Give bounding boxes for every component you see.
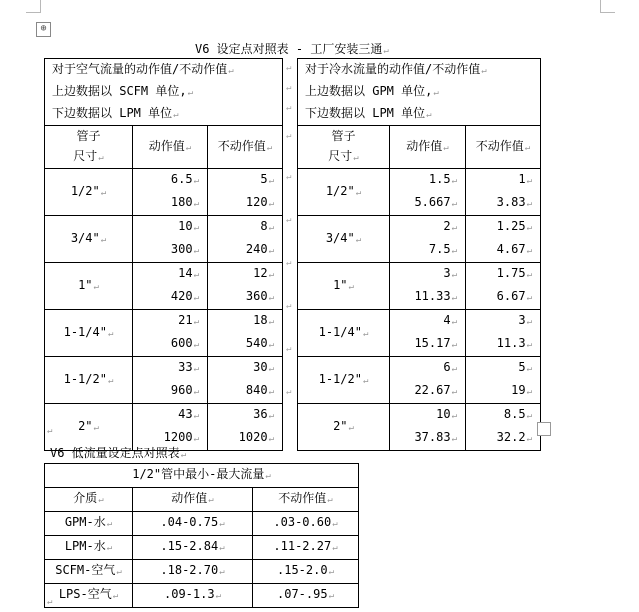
paragraph-mark-icon: ↵ bbox=[451, 176, 457, 186]
pipe-size-cell: 3/4"↵ bbox=[298, 216, 390, 263]
pipe-size-cell: 1/2"↵ bbox=[45, 169, 133, 216]
paragraph-mark-icon: ↵ bbox=[219, 519, 225, 529]
noaction-value-cell bbox=[466, 216, 541, 263]
cell-value: 22.67↵ bbox=[414, 383, 457, 397]
paragraph-mark-icon: ↵ bbox=[383, 46, 389, 56]
action-value-cell bbox=[390, 169, 466, 216]
paragraph-mark-icon: ↵ bbox=[451, 317, 457, 327]
water-flow-table bbox=[297, 58, 541, 451]
cell-value: 1.5↵ bbox=[428, 172, 457, 186]
cell-value: 1200↵ bbox=[163, 430, 199, 444]
water-col-size: 管子 尺寸↵ bbox=[298, 126, 390, 169]
cell-value: 15.17↵ bbox=[414, 336, 457, 350]
cell-value: 7.5↵ bbox=[428, 242, 457, 256]
low-no-cell: .11-2.27↵ bbox=[253, 536, 359, 560]
paragraph-mark-icon: ↵ bbox=[106, 519, 113, 529]
low-act-cell: .09-1.3↵ bbox=[133, 584, 253, 608]
cell-value: 6.67↵ bbox=[496, 289, 532, 303]
row-end-mark-icon: ↵ bbox=[286, 131, 292, 141]
paragraph-mark-icon: ↵ bbox=[451, 246, 457, 256]
table-row bbox=[45, 216, 283, 263]
cell-value: 540↵ bbox=[245, 336, 274, 350]
water-col-noaction: 不动作值↵ bbox=[466, 126, 541, 169]
cell-value: 19↵ bbox=[511, 383, 532, 397]
cell-value: 960↵ bbox=[170, 383, 199, 397]
cell-value: 1.25↵ bbox=[496, 219, 532, 233]
cell-value: 11.3↵ bbox=[496, 336, 532, 350]
paragraph-mark-icon: ↵ bbox=[328, 591, 334, 601]
noaction-value-cell bbox=[466, 169, 541, 216]
paragraph-mark-icon: ↵ bbox=[193, 411, 199, 421]
paragraph-mark-icon: ↵ bbox=[112, 591, 119, 601]
paragraph-mark-icon: ↵ bbox=[362, 376, 369, 386]
table-resize-handle[interactable] bbox=[537, 422, 551, 436]
pipe-size-cell: 1-1/2"↵ bbox=[45, 357, 133, 404]
row-end-mark-icon: ↵ bbox=[286, 103, 292, 113]
low-medium-cell: SCFM-空气↵ bbox=[45, 560, 133, 584]
paragraph-mark-icon: ↵ bbox=[526, 387, 532, 397]
low-act-cell: .15-2.84↵ bbox=[133, 536, 253, 560]
cell-value: 180↵ bbox=[170, 195, 199, 209]
row-end-mark-icon: ↵ bbox=[286, 258, 292, 268]
low-no-cell: .07-.95↵ bbox=[253, 584, 359, 608]
margin-corner-top-left bbox=[26, 0, 41, 13]
air-col-size: 管子 尺寸↵ bbox=[45, 126, 133, 169]
paragraph-mark-icon: ↵ bbox=[526, 293, 532, 303]
paragraph-mark-icon: ↵ bbox=[268, 411, 274, 421]
cell-value: 1.75↵ bbox=[496, 266, 532, 280]
action-value-cell bbox=[133, 216, 208, 263]
cell-value: 36↵ bbox=[253, 407, 274, 421]
action-value-cell bbox=[133, 263, 208, 310]
paragraph-mark-icon: ↵ bbox=[268, 293, 274, 303]
table-row bbox=[298, 263, 541, 310]
action-value-cell bbox=[390, 404, 466, 451]
noaction-value-cell bbox=[466, 310, 541, 357]
noaction-value-cell bbox=[466, 404, 541, 451]
table-row bbox=[45, 584, 359, 608]
low-flow-title: V6 低流量设定点对照表↵ bbox=[50, 446, 187, 460]
paragraph-mark-icon: ↵ bbox=[268, 176, 274, 186]
paragraph-mark-icon: ↵ bbox=[348, 282, 354, 292]
low-flow-subtitle: 1/2"管中最小-最大流量↵ bbox=[45, 464, 359, 488]
pipe-size-cell: 3/4"↵ bbox=[45, 216, 133, 263]
paragraph-mark-icon: ↵ bbox=[451, 293, 457, 303]
cell-value: 1020↵ bbox=[238, 430, 274, 444]
low-no-cell: .15-2.0↵ bbox=[253, 560, 359, 584]
paragraph-mark-icon: ↵ bbox=[526, 411, 532, 421]
cell-value: 2↵ bbox=[443, 219, 457, 233]
noaction-value-cell bbox=[466, 263, 541, 310]
paragraph-mark-icon: ↵ bbox=[348, 423, 354, 433]
table-anchor-icon[interactable]: ⊕ bbox=[36, 22, 51, 37]
cell-value: 12↵ bbox=[253, 266, 274, 280]
row-end-mark-icon: ↵ bbox=[286, 215, 292, 225]
cell-value: 8.5↵ bbox=[503, 407, 532, 421]
paragraph-mark-icon: ↵ bbox=[193, 293, 199, 303]
cell-value: 6.5↵ bbox=[170, 172, 199, 186]
pipe-size-cell: 1-1/4"↵ bbox=[45, 310, 133, 357]
table-row bbox=[298, 310, 541, 357]
cell-value: 360↵ bbox=[245, 289, 274, 303]
cell-value: 10↵ bbox=[178, 219, 199, 233]
action-value-cell bbox=[133, 357, 208, 404]
low-col-action: 动作值↵ bbox=[133, 488, 253, 512]
paragraph-mark-icon: ↵ bbox=[106, 543, 113, 553]
paragraph-mark-icon: ↵ bbox=[107, 376, 114, 386]
cell-value: 120↵ bbox=[245, 195, 274, 209]
pipe-size-cell: 1-1/2"↵ bbox=[298, 357, 390, 404]
cell-value: 3↵ bbox=[443, 266, 457, 280]
table-row bbox=[45, 536, 359, 560]
paragraph-mark-icon: ↵ bbox=[526, 270, 532, 280]
low-act-cell: .04-0.75↵ bbox=[133, 512, 253, 536]
pipe-size-cell: 1"↵ bbox=[45, 263, 133, 310]
cell-value: 1↵ bbox=[518, 172, 532, 186]
action-value-cell bbox=[390, 357, 466, 404]
cell-value: 5↵ bbox=[518, 360, 532, 374]
paragraph-mark-icon: ↵ bbox=[268, 364, 274, 374]
paragraph-mark-icon: ↵ bbox=[526, 317, 532, 327]
cell-value: 840↵ bbox=[245, 383, 274, 397]
page-title: V6 设定点对照表 - 工厂安装三通↵ bbox=[195, 42, 389, 56]
row-end-mark-icon: ↵ bbox=[286, 344, 292, 354]
paragraph-mark-icon: ↵ bbox=[116, 567, 122, 577]
table-row bbox=[45, 512, 359, 536]
cell-value: 37.83↵ bbox=[414, 430, 457, 444]
paragraph-mark-icon: ↵ bbox=[526, 364, 532, 374]
air-header-line: 上边数据以 SCFM 单位,↵ bbox=[52, 84, 193, 98]
paragraph-mark-icon: ↵ bbox=[451, 340, 457, 350]
table-row bbox=[298, 169, 541, 216]
paragraph-mark-icon: ↵ bbox=[526, 199, 532, 209]
paragraph-mark-icon: ↵ bbox=[219, 567, 225, 577]
air-table-header bbox=[45, 59, 283, 126]
table-row bbox=[298, 404, 541, 451]
cell-value: 10↵ bbox=[436, 407, 457, 421]
noaction-value-cell bbox=[208, 310, 283, 357]
paragraph-mark-icon: ↵ bbox=[100, 188, 107, 198]
paragraph-mark-icon: ↵ bbox=[332, 543, 338, 553]
paragraph-mark-icon: ↵ bbox=[268, 340, 274, 350]
paragraph-mark-icon: ↵ bbox=[107, 329, 114, 339]
air-col-noaction: 不动作值↵ bbox=[208, 126, 283, 169]
table-row bbox=[45, 357, 283, 404]
paragraph-mark-icon: ↵ bbox=[526, 176, 532, 186]
paragraph-mark-icon: ↵ bbox=[451, 270, 457, 280]
row-end-mark-icon: ↵ bbox=[286, 172, 292, 182]
pipe-size-cell: 1"↵ bbox=[298, 263, 390, 310]
paragraph-mark-icon: ↵ bbox=[193, 387, 199, 397]
cell-value: 3↵ bbox=[518, 313, 532, 327]
action-value-cell bbox=[390, 263, 466, 310]
paragraph-mark-icon: ↵ bbox=[355, 188, 362, 198]
low-no-cell: .03-0.60↵ bbox=[253, 512, 359, 536]
paragraph-mark-icon: ↵ bbox=[362, 329, 369, 339]
paragraph-mark-icon: ↵ bbox=[268, 246, 274, 256]
low-flow-table bbox=[44, 463, 359, 608]
cell-value: 5.667↵ bbox=[414, 195, 457, 209]
paragraph-mark-icon: ↵ bbox=[193, 176, 199, 186]
cell-value: 600↵ bbox=[170, 336, 199, 350]
cell-value: 240↵ bbox=[245, 242, 274, 256]
action-value-cell bbox=[390, 310, 466, 357]
cell-value: 14↵ bbox=[178, 266, 199, 280]
paragraph-mark-icon: ↵ bbox=[193, 340, 199, 350]
water-table-header bbox=[298, 59, 541, 126]
paragraph-mark-icon: ↵ bbox=[219, 543, 225, 553]
row-end-mark-icon: ↵ bbox=[286, 301, 292, 311]
paragraph-mark-icon: ↵ bbox=[268, 387, 274, 397]
paragraph-mark-icon: ↵ bbox=[268, 223, 274, 233]
water-header-line: 下边数据以 LPM 单位↵ bbox=[305, 106, 432, 120]
cell-value: 11.33↵ bbox=[414, 289, 457, 303]
table-row bbox=[298, 357, 541, 404]
paragraph-mark-icon: ↵ bbox=[93, 423, 99, 433]
cell-value: 4.67↵ bbox=[496, 242, 532, 256]
cell-value: 18↵ bbox=[253, 313, 274, 327]
paragraph-mark-icon: ↵ bbox=[332, 519, 338, 529]
cell-value: 6↵ bbox=[443, 360, 457, 374]
paragraph-mark-icon: ↵ bbox=[526, 223, 532, 233]
paragraph-mark-icon: ↵ bbox=[215, 591, 221, 601]
noaction-value-cell bbox=[208, 263, 283, 310]
paragraph-mark-icon: ↵ bbox=[268, 270, 274, 280]
paragraph-mark-icon: ↵ bbox=[193, 364, 199, 374]
paragraph-mark-icon: ↵ bbox=[193, 223, 199, 233]
row-end-mark-icon: ↵ bbox=[286, 387, 292, 397]
paragraph-mark-icon: ↵ bbox=[328, 567, 334, 577]
table-row bbox=[45, 263, 283, 310]
paragraph-mark-icon: ↵ bbox=[355, 235, 362, 245]
paragraph-mark-icon: ↵ bbox=[451, 223, 457, 233]
paragraph-mark-icon: ↵ bbox=[193, 246, 199, 256]
table-row bbox=[45, 310, 283, 357]
paragraph-mark-icon: ↵ bbox=[526, 434, 532, 444]
low-act-cell: .18-2.70↵ bbox=[133, 560, 253, 584]
air-col-action: 动作值↵ bbox=[133, 126, 208, 169]
pipe-size-cell: 1/2"↵ bbox=[298, 169, 390, 216]
pipe-size-cell: 2"↵ bbox=[45, 404, 133, 451]
row-end-mark-icon: ↵ bbox=[286, 63, 292, 73]
paragraph-mark-icon: ↵ bbox=[93, 282, 99, 292]
water-header-line: 对于冷水流量的动作值/不动作值↵ bbox=[305, 62, 487, 76]
cell-value: 420↵ bbox=[170, 289, 199, 303]
cell-value: 4↵ bbox=[443, 313, 457, 327]
row-end-mark-icon: ↵ bbox=[286, 83, 292, 93]
paragraph-mark-icon: ↵ bbox=[47, 426, 53, 436]
table-row bbox=[298, 216, 541, 263]
cell-value: 5↵ bbox=[260, 172, 274, 186]
paragraph-mark-icon: ↵ bbox=[526, 246, 532, 256]
air-flow-table bbox=[44, 58, 283, 451]
low-medium-cell: GPM-水↵ bbox=[45, 512, 133, 536]
table-row bbox=[45, 169, 283, 216]
low-medium-cell: LPS-空气↵ bbox=[45, 584, 133, 608]
paragraph-mark-icon: ↵ bbox=[451, 411, 457, 421]
cell-value: 3.83↵ bbox=[496, 195, 532, 209]
action-value-cell bbox=[133, 310, 208, 357]
paragraph-mark-icon: ↵ bbox=[451, 387, 457, 397]
action-value-cell bbox=[133, 169, 208, 216]
paragraph-mark-icon: ↵ bbox=[268, 434, 274, 444]
air-header-line: 下边数据以 LPM 单位↵ bbox=[52, 106, 179, 120]
cell-value: 32.2↵ bbox=[496, 430, 532, 444]
air-header-line: 对于空气流量的动作值/不动作值↵ bbox=[52, 62, 234, 76]
paragraph-mark-icon: ↵ bbox=[193, 317, 199, 327]
cell-value: 300↵ bbox=[170, 242, 199, 256]
low-col-noaction: 不动作值↵ bbox=[253, 488, 359, 512]
paragraph-mark-icon: ↵ bbox=[451, 364, 457, 374]
paragraph-mark-icon: ↵ bbox=[451, 199, 457, 209]
cell-value: 30↵ bbox=[253, 360, 274, 374]
noaction-value-cell bbox=[208, 169, 283, 216]
noaction-value-cell bbox=[208, 357, 283, 404]
water-col-action: 动作值↵ bbox=[390, 126, 466, 169]
paragraph-mark-icon: ↵ bbox=[193, 434, 199, 444]
pipe-size-cell: 1-1/4"↵ bbox=[298, 310, 390, 357]
paragraph-mark-icon: ↵ bbox=[268, 317, 274, 327]
pipe-size-cell: 2"↵ bbox=[298, 404, 390, 451]
paragraph-mark-icon: ↵ bbox=[451, 434, 457, 444]
noaction-value-cell bbox=[208, 404, 283, 451]
low-col-medium: 介质↵ bbox=[45, 488, 133, 512]
low-medium-cell: LPM-水↵ bbox=[45, 536, 133, 560]
water-header-line: 上边数据以 GPM 单位,↵ bbox=[305, 84, 439, 98]
paragraph-mark-icon: ↵ bbox=[100, 235, 107, 245]
noaction-value-cell bbox=[208, 216, 283, 263]
paragraph-mark-icon: ↵ bbox=[193, 199, 199, 209]
margin-corner-top-right bbox=[600, 0, 615, 13]
noaction-value-cell bbox=[466, 357, 541, 404]
paragraph-mark-icon: ↵ bbox=[526, 340, 532, 350]
table-row bbox=[45, 560, 359, 584]
cell-value: 8↵ bbox=[260, 219, 274, 233]
cell-value: 43↵ bbox=[178, 407, 199, 421]
paragraph-mark-icon: ↵ bbox=[47, 597, 53, 607]
cell-value: 33↵ bbox=[178, 360, 199, 374]
action-value-cell bbox=[390, 216, 466, 263]
cell-value: 21↵ bbox=[178, 313, 199, 327]
paragraph-mark-icon: ↵ bbox=[268, 199, 274, 209]
paragraph-mark-icon: ↵ bbox=[193, 270, 199, 280]
